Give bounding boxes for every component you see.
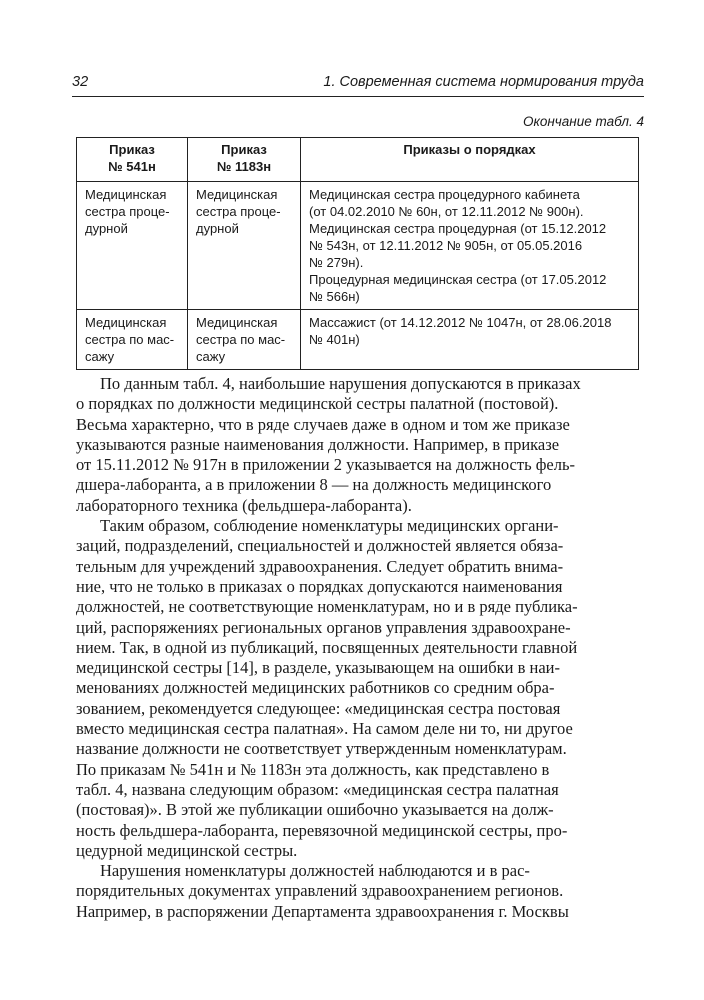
paragraph: По данным табл. 4, наибольшие нарушения допускаются в приказах о порядках по должности медицинской сестры палатной (постовой). Весьма характерно, что в ряде случаев даже в одном и том же приказе указываются разные наименования должности. Например, в приказе от 15.11.2012 № 917н в приложении 2 указывается на должность фель- дшера-лаборанта, а в приложении 8 — на должность медицинского лабораторного техника (фельдшера-лаборанта). (76, 374, 581, 515)
running-header (72, 64, 644, 90)
table-header-row (77, 138, 639, 182)
column-header-order-1183n: Приказ № 1183н (188, 138, 301, 182)
table-row (77, 182, 639, 310)
table-row (77, 310, 639, 370)
table-cell: Медицинская сестра проце- дурной (188, 182, 301, 310)
paragraph: Таким образом, соблюдение номенклатуры медицинских органи- заций, подразделений, специальностей и должностей является обяза- тельным для учреждений здравоохранения. Следует обратить внима- ние, что не только в приказах о порядках допускаются наименования должностей, не соответствующие номенклатурам, но и в ряде публика- ций, распоряжениях региональных органов управления здравоохране- нием. Так, в одной из публикаций, посвященных деятельности главной медицинской сестры [14], в разделе, указывающем на ошибки в наи- менованиях должностей медицинских работников со средним обра- зованием, рекомендуется следующее: «медицинская сестра постовая вместо медицинская сестра палатная». На самом деле ни то, ни другое название должности не соответствует утвержденным номенклатурам. По приказам № 541н и № 1183н эта должность, как представлено в табл. 4, названа следующим образом: «медицинская сестра палатная (постовая)». В этой же публикации ошибочно указывается на долж- ность фельдшера-лаборанта, перевязочной медицинской сестры, про- цедурной медицинской сестры. (76, 516, 578, 860)
table-cell: Медицинская сестра по мас- сажу (77, 310, 188, 370)
header-rule (72, 96, 644, 97)
table-cell: Медицинская сестра процедурного кабинета (от 04.02.2010 № 60н, от 12.11.2012 № 900н). Медицинская сестра процедурная (от 15.12.2012 № 543н, от 12.11.2012 № 905н, от 05.05.2016 № 279н). Процедурная медицинская сестра (от 17.05.2012 № 566н) (301, 182, 639, 310)
running-title: 1. Современная система нормирования труда (323, 74, 644, 90)
paragraph: Нарушения номенклатуры должностей наблюдаются и в рас- порядительных документах управлений здравоохранением регионов. Например, в распоряжении Департамента здравоохранения г. Москвы (76, 861, 569, 921)
positions-table (76, 137, 639, 370)
column-header-order-541n: Приказ № 541н (77, 138, 188, 182)
table-caption: Окончание табл. 4 (522, 114, 644, 129)
body-text (76, 374, 638, 922)
table-cell: Медицинская сестра проце- дурной (77, 182, 188, 310)
table-cell: Медицинская сестра по мас- сажу (188, 310, 301, 370)
table-cell: Массажист (от 14.12.2012 № 1047н, от 28.06.2018 № 401н) (301, 310, 639, 370)
column-header-procedure-orders: Приказы о порядках (301, 138, 639, 182)
page-number: 32 (72, 74, 89, 90)
